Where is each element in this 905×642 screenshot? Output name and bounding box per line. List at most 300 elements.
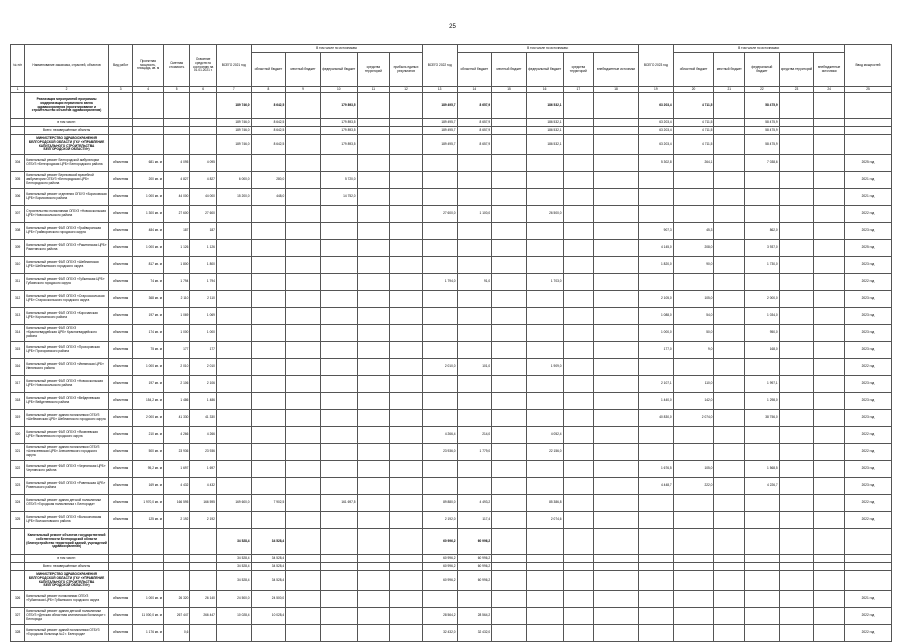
table-cell	[844, 563, 891, 571]
table-cell: 8 657,9	[457, 135, 492, 155]
table-cell	[673, 444, 714, 461]
table-cell: 1 970,0 кв. м	[133, 495, 164, 512]
table-cell: объектная	[108, 359, 132, 376]
table-cell: 186 532,1	[526, 135, 563, 155]
table-cell	[563, 461, 594, 478]
table-cell	[563, 155, 594, 172]
table-cell: 2025 год	[844, 155, 891, 172]
table-cell: 1 779,0	[457, 444, 492, 461]
column-number: 21	[714, 87, 745, 93]
table-cell: 117,4	[457, 512, 492, 529]
table-cell	[390, 172, 423, 189]
table-cell	[422, 461, 457, 478]
table-cell	[390, 135, 423, 155]
table-cell: 41 330	[190, 410, 217, 427]
table-cell	[673, 571, 714, 591]
table-cell: 54,0	[673, 308, 714, 325]
table-cell	[492, 461, 527, 478]
table-cell	[526, 555, 563, 563]
table-cell	[714, 512, 745, 529]
table-cell	[814, 325, 845, 342]
table-cell	[745, 274, 780, 291]
table-cell	[745, 571, 780, 591]
table-cell	[286, 119, 321, 127]
table-cell	[320, 155, 357, 172]
table-cell	[492, 93, 527, 119]
object-name-cell: МИНИСТЕРСТВО ЗДРАВООХРАНЕНИЯ БЕЛГОРОДСКОЙ ОБЛАСТИ (ГКУ «УПРАВЛЕНИЕ КАПИТАЛЬНОГО СТРОИТЕЛЬСТВА БЕЛГОРОДСКОЙ ОБЛАСТИ»)	[25, 135, 109, 155]
table-cell	[779, 461, 814, 478]
object-name-cell: Капитальный ремонт Березовской врачебной амбулатории ОГБУЗ «Белгородская ЦРБ» Белгородского района	[25, 172, 109, 189]
table-cell: 264,1	[673, 155, 714, 172]
table-cell	[11, 119, 25, 127]
table-row	[11, 410, 892, 427]
table-cell	[492, 495, 527, 512]
table-cell	[320, 291, 357, 308]
header-src-local-22: местный бюджет	[492, 53, 527, 87]
table-cell	[563, 495, 594, 512]
table-cell	[844, 119, 891, 127]
table-cell: 90,0	[673, 257, 714, 274]
table-cell	[320, 257, 357, 274]
table-cell: 4 827	[163, 172, 190, 189]
table-cell	[714, 189, 745, 206]
table-row	[11, 223, 892, 240]
table-cell	[286, 393, 321, 410]
table-cell	[526, 625, 563, 642]
table-cell	[133, 555, 164, 563]
table-cell	[714, 608, 745, 625]
table-cell: 27 600	[163, 206, 190, 223]
table-cell: 1 997,1	[745, 376, 780, 393]
table-cell	[779, 512, 814, 529]
table-cell: 222,0	[673, 478, 714, 495]
table-cell	[714, 119, 745, 127]
table-cell	[251, 206, 286, 223]
table-cell: 9,0	[673, 342, 714, 359]
table-cell: 448,0	[251, 189, 286, 206]
table-cell	[673, 625, 714, 642]
table-cell	[251, 625, 286, 642]
table-cell: объектная	[108, 512, 132, 529]
table-cell: 177	[190, 342, 217, 359]
table-row-group2	[11, 135, 892, 155]
table-cell	[320, 571, 357, 591]
table-cell: 2 110	[163, 291, 190, 308]
table-cell	[320, 427, 357, 444]
table-cell: 1 300 кв. м	[133, 206, 164, 223]
table-cell: 74 кв. м	[133, 274, 164, 291]
table-cell	[11, 555, 25, 563]
table-cell	[163, 571, 190, 591]
table-cell: 308	[11, 223, 25, 240]
object-name-cell: Капитальный ремонт здания поликлиники ОГБУЗ «Алексеевская ЦРБ» Алексеевского городского округа	[25, 444, 109, 461]
table-cell: 1 176 кв. м	[133, 625, 164, 642]
table-cell	[286, 172, 321, 189]
table-cell	[216, 155, 251, 172]
table-cell: 312	[11, 291, 25, 308]
table-cell	[814, 444, 845, 461]
table-row	[11, 325, 892, 342]
table-cell: объектная	[108, 625, 132, 642]
table-cell	[390, 410, 423, 427]
table-cell: объектная	[108, 257, 132, 274]
table-cell	[814, 478, 845, 495]
table-cell	[422, 257, 457, 274]
table-cell	[390, 563, 423, 571]
table-cell: 63 203,4	[639, 119, 674, 127]
table-cell	[814, 308, 845, 325]
table-cell	[673, 206, 714, 223]
table-cell	[390, 512, 423, 529]
table-cell	[251, 240, 286, 257]
table-cell: 484 кв. м	[133, 223, 164, 240]
table-cell	[286, 135, 321, 155]
table-cell	[216, 444, 251, 461]
table-cell	[563, 563, 594, 571]
header-sources-2022: В том числе по источникам:	[457, 45, 638, 53]
table-cell	[594, 308, 639, 325]
table-cell: 321	[11, 444, 25, 461]
table-cell: 44 000	[163, 189, 190, 206]
table-cell	[563, 512, 594, 529]
table-row	[11, 155, 892, 172]
table-cell	[526, 461, 563, 478]
table-cell	[594, 495, 639, 512]
table-cell	[422, 376, 457, 393]
table-cell	[673, 563, 714, 571]
table-cell	[492, 478, 527, 495]
table-cell: 5 302,8	[639, 155, 674, 172]
table-cell: 1 794	[163, 274, 190, 291]
table-row	[11, 444, 892, 461]
table-cell	[390, 376, 423, 393]
table-cell	[251, 308, 286, 325]
table-cell	[526, 478, 563, 495]
table-cell: 5 720,0	[320, 172, 357, 189]
table-cell	[357, 257, 390, 274]
object-name-cell: Всего: незавершённые объекты	[25, 127, 109, 135]
table-cell	[357, 608, 390, 625]
table-row	[11, 591, 892, 608]
table-cell	[108, 127, 132, 135]
table-cell: 310	[11, 257, 25, 274]
header-kind: Вид работ	[108, 45, 132, 87]
table-cell	[492, 257, 527, 274]
column-number: 5	[163, 87, 190, 93]
table-cell: 1 909,0	[526, 359, 563, 376]
table-cell	[133, 563, 164, 571]
table-cell: 63 203,4	[639, 127, 674, 135]
table-cell	[563, 189, 594, 206]
table-cell: 1 034,0	[745, 308, 780, 325]
table-cell	[814, 427, 845, 444]
table-cell	[814, 119, 845, 127]
table-cell	[594, 274, 639, 291]
table-cell	[457, 376, 492, 393]
table-cell: 34 528,4	[251, 529, 286, 555]
table-cell	[457, 325, 492, 342]
table-cell	[457, 257, 492, 274]
table-cell: 2023 год	[844, 461, 891, 478]
column-number: 10	[320, 87, 357, 93]
table-cell: 2021 год	[844, 172, 891, 189]
table-cell	[320, 393, 357, 410]
table-cell	[714, 444, 745, 461]
table-cell	[320, 206, 357, 223]
table-cell	[357, 119, 390, 127]
table-cell	[714, 427, 745, 444]
table-cell	[714, 625, 745, 642]
table-cell	[390, 189, 423, 206]
table-cell: объектная	[108, 376, 132, 393]
object-name-cell: Всего: незавершённые объекты	[25, 563, 109, 571]
table-cell: 327	[11, 608, 25, 625]
table-cell: 2 106	[190, 376, 217, 393]
table-cell	[357, 529, 390, 555]
table-cell: 2 192	[190, 512, 217, 529]
table-cell	[357, 625, 390, 642]
table-cell	[357, 571, 390, 591]
table-cell	[526, 291, 563, 308]
table-cell	[320, 274, 357, 291]
table-cell	[390, 529, 423, 555]
column-number: 8	[251, 87, 286, 93]
table-cell	[286, 608, 321, 625]
table-cell	[492, 555, 527, 563]
table-cell: объектная	[108, 591, 132, 608]
table-cell: 681 кв. м	[133, 155, 164, 172]
table-cell: 325	[11, 512, 25, 529]
table-row	[11, 427, 892, 444]
table-cell: 161 697,5	[320, 495, 357, 512]
table-cell: 1 069	[190, 308, 217, 325]
table-cell: 197 кв. м	[133, 376, 164, 393]
table-cell	[492, 274, 527, 291]
table-cell: 23 936,0	[422, 444, 457, 461]
table-cell: 23 936	[163, 444, 190, 461]
table-cell	[673, 359, 714, 376]
table-cell	[320, 529, 357, 555]
table-cell	[286, 155, 321, 172]
table-cell: 60 996,2	[457, 571, 492, 591]
table-cell	[563, 376, 594, 393]
table-cell	[108, 555, 132, 563]
table-cell: 328	[11, 625, 25, 642]
table-cell	[11, 127, 25, 135]
table-cell: 11 000,0 кв. м	[133, 608, 164, 625]
table-cell	[286, 359, 321, 376]
column-number: 12	[390, 87, 423, 93]
table-cell: 28 564,2	[457, 608, 492, 625]
table-cell: объектная	[108, 393, 132, 410]
table-cell: 38 756,0	[745, 410, 780, 427]
table-cell	[639, 608, 674, 625]
table-cell: 1 676,5	[639, 461, 674, 478]
table-cell	[320, 444, 357, 461]
table-cell: 34 528,4	[216, 571, 251, 591]
table-cell: 10 028,4	[216, 608, 251, 625]
table-cell: 91,0	[457, 274, 492, 291]
table-cell	[286, 291, 321, 308]
table-cell: 2021 год	[844, 189, 891, 206]
table-cell	[714, 240, 745, 257]
header-src-regional-22: областной бюджет	[457, 53, 492, 87]
column-number: 20	[673, 87, 714, 93]
table-cell	[422, 240, 457, 257]
table-cell	[286, 376, 321, 393]
table-cell: 10 028,4	[251, 608, 286, 625]
table-cell	[639, 512, 674, 529]
table-cell	[320, 223, 357, 240]
table-cell: 2023 год	[844, 223, 891, 240]
object-name-cell: Капитальный ремонт здания поликлиники ОГБУЗ «Шебекинская ЦРБ» Шебекинского городского округа	[25, 410, 109, 427]
table-cell	[814, 410, 845, 427]
table-cell	[714, 555, 745, 563]
table-cell: 186 532,1	[526, 93, 563, 119]
table-cell	[320, 461, 357, 478]
table-cell	[779, 359, 814, 376]
column-number: 16	[526, 87, 563, 93]
table-cell	[673, 172, 714, 189]
table-cell	[492, 127, 527, 135]
table-cell	[390, 359, 423, 376]
table-cell	[216, 512, 251, 529]
table-cell	[639, 495, 674, 512]
table-cell	[390, 608, 423, 625]
table-cell: 169 600,0	[216, 495, 251, 512]
table-cell: 58 475,9	[745, 127, 780, 135]
table-cell	[639, 529, 674, 555]
table-cell	[779, 571, 814, 591]
header-src-regional: областной бюджет	[251, 53, 286, 87]
table-cell	[639, 571, 674, 591]
table-cell	[526, 563, 563, 571]
table-cell	[594, 291, 639, 308]
table-cell	[639, 359, 674, 376]
table-cell	[108, 135, 132, 155]
object-name-cell: Капитальный ремонт ФАП ОГБУЗ «Яковлевская ЦРБ» Яковлевского городского округа	[25, 427, 109, 444]
table-cell	[779, 155, 814, 172]
header-name: Наименование заказчика, отраслей, объектов	[25, 45, 109, 87]
object-name-cell: Капитальный ремонт ФАП ОГБУЗ «Старооскольская ЦРБ» Старооскольского городского округа	[25, 291, 109, 308]
table-cell	[779, 529, 814, 555]
table-cell	[639, 591, 674, 608]
table-cell	[779, 376, 814, 393]
table-cell: 85 386,8	[526, 495, 563, 512]
table-cell	[286, 427, 321, 444]
table-cell	[594, 427, 639, 444]
table-cell: 200 кв. м	[133, 172, 164, 189]
table-cell	[563, 427, 594, 444]
table-cell	[492, 427, 527, 444]
object-name-cell: Капитальный ремонт здания детской поликлиники ОГБУЗ «Городская поликлиника г. Белгорода»	[25, 495, 109, 512]
table-cell	[594, 127, 639, 135]
table-cell: 168,0	[745, 342, 780, 359]
table-cell	[563, 127, 594, 135]
table-cell	[594, 461, 639, 478]
table-cell: 314	[11, 325, 25, 342]
table-cell	[814, 127, 845, 135]
table-cell: 4 052,4	[526, 427, 563, 444]
table-cell: 24 500,0	[251, 591, 286, 608]
table-cell	[745, 495, 780, 512]
object-name-cell: Капитальный ремонт ФАП ОГБУЗ «Прохоровская ЦРБ» Прохоровского района	[25, 342, 109, 359]
table-cell	[163, 93, 190, 119]
table-cell: объектная	[108, 444, 132, 461]
table-cell	[216, 461, 251, 478]
table-cell: 1 126	[190, 240, 217, 257]
table-cell	[745, 555, 780, 563]
table-cell: 34 528,4	[216, 563, 251, 571]
table-cell: 2 074,6	[526, 512, 563, 529]
table-cell	[814, 571, 845, 591]
table-cell	[594, 376, 639, 393]
table-cell	[563, 359, 594, 376]
table-cell: 2 192,0	[422, 512, 457, 529]
table-cell	[133, 135, 164, 155]
table-cell: 1 800	[163, 257, 190, 274]
table-cell	[594, 555, 639, 563]
header-funded: Освоение средств по состоянию на 01.01.2021 г.	[190, 45, 217, 87]
table-cell	[563, 393, 594, 410]
table-cell	[457, 172, 492, 189]
header-total-2022: ВСЕГО 2022 год	[422, 45, 457, 87]
table-cell	[563, 591, 594, 608]
table-cell	[714, 93, 745, 119]
table-cell	[390, 127, 423, 135]
table-cell: 319	[11, 410, 25, 427]
table-cell	[814, 240, 845, 257]
table-cell: 179 893,5	[320, 119, 357, 127]
table-cell	[457, 308, 492, 325]
table-cell	[673, 495, 714, 512]
table-cell	[286, 495, 321, 512]
table-cell	[639, 206, 674, 223]
table-cell: 1 486	[190, 393, 217, 410]
table-cell	[422, 291, 457, 308]
table-cell	[745, 625, 780, 642]
table-cell: 2022 год	[844, 512, 891, 529]
table-cell	[11, 529, 25, 555]
table-cell	[357, 393, 390, 410]
table-cell: 208,0	[673, 240, 714, 257]
table-cell	[320, 478, 357, 495]
table-cell	[190, 119, 217, 127]
table-cell	[639, 172, 674, 189]
table-cell	[422, 478, 457, 495]
table-cell	[594, 571, 639, 591]
table-cell	[390, 571, 423, 591]
table-cell	[492, 359, 527, 376]
table-cell	[286, 308, 321, 325]
table-cell: 1 697	[163, 461, 190, 478]
object-name-cell: Капитальный ремонт ФАП ОГБУЗ «Волоконовская ЦРБ» Волоконовского района	[25, 512, 109, 529]
table-cell	[594, 591, 639, 608]
table-cell	[714, 308, 745, 325]
table-row	[11, 608, 892, 625]
table-cell: 1 440,0	[639, 393, 674, 410]
table-cell: 1 703,0	[526, 274, 563, 291]
table-cell: 2022 год	[844, 608, 891, 625]
table-cell: 1 000 кв. м	[133, 359, 164, 376]
table-cell: 1 069	[163, 308, 190, 325]
table-cell	[779, 608, 814, 625]
table-cell	[286, 342, 321, 359]
table-cell: 189 495,7	[422, 119, 457, 127]
page-number: 25	[449, 24, 456, 30]
table-cell	[390, 155, 423, 172]
table-cell	[563, 172, 594, 189]
